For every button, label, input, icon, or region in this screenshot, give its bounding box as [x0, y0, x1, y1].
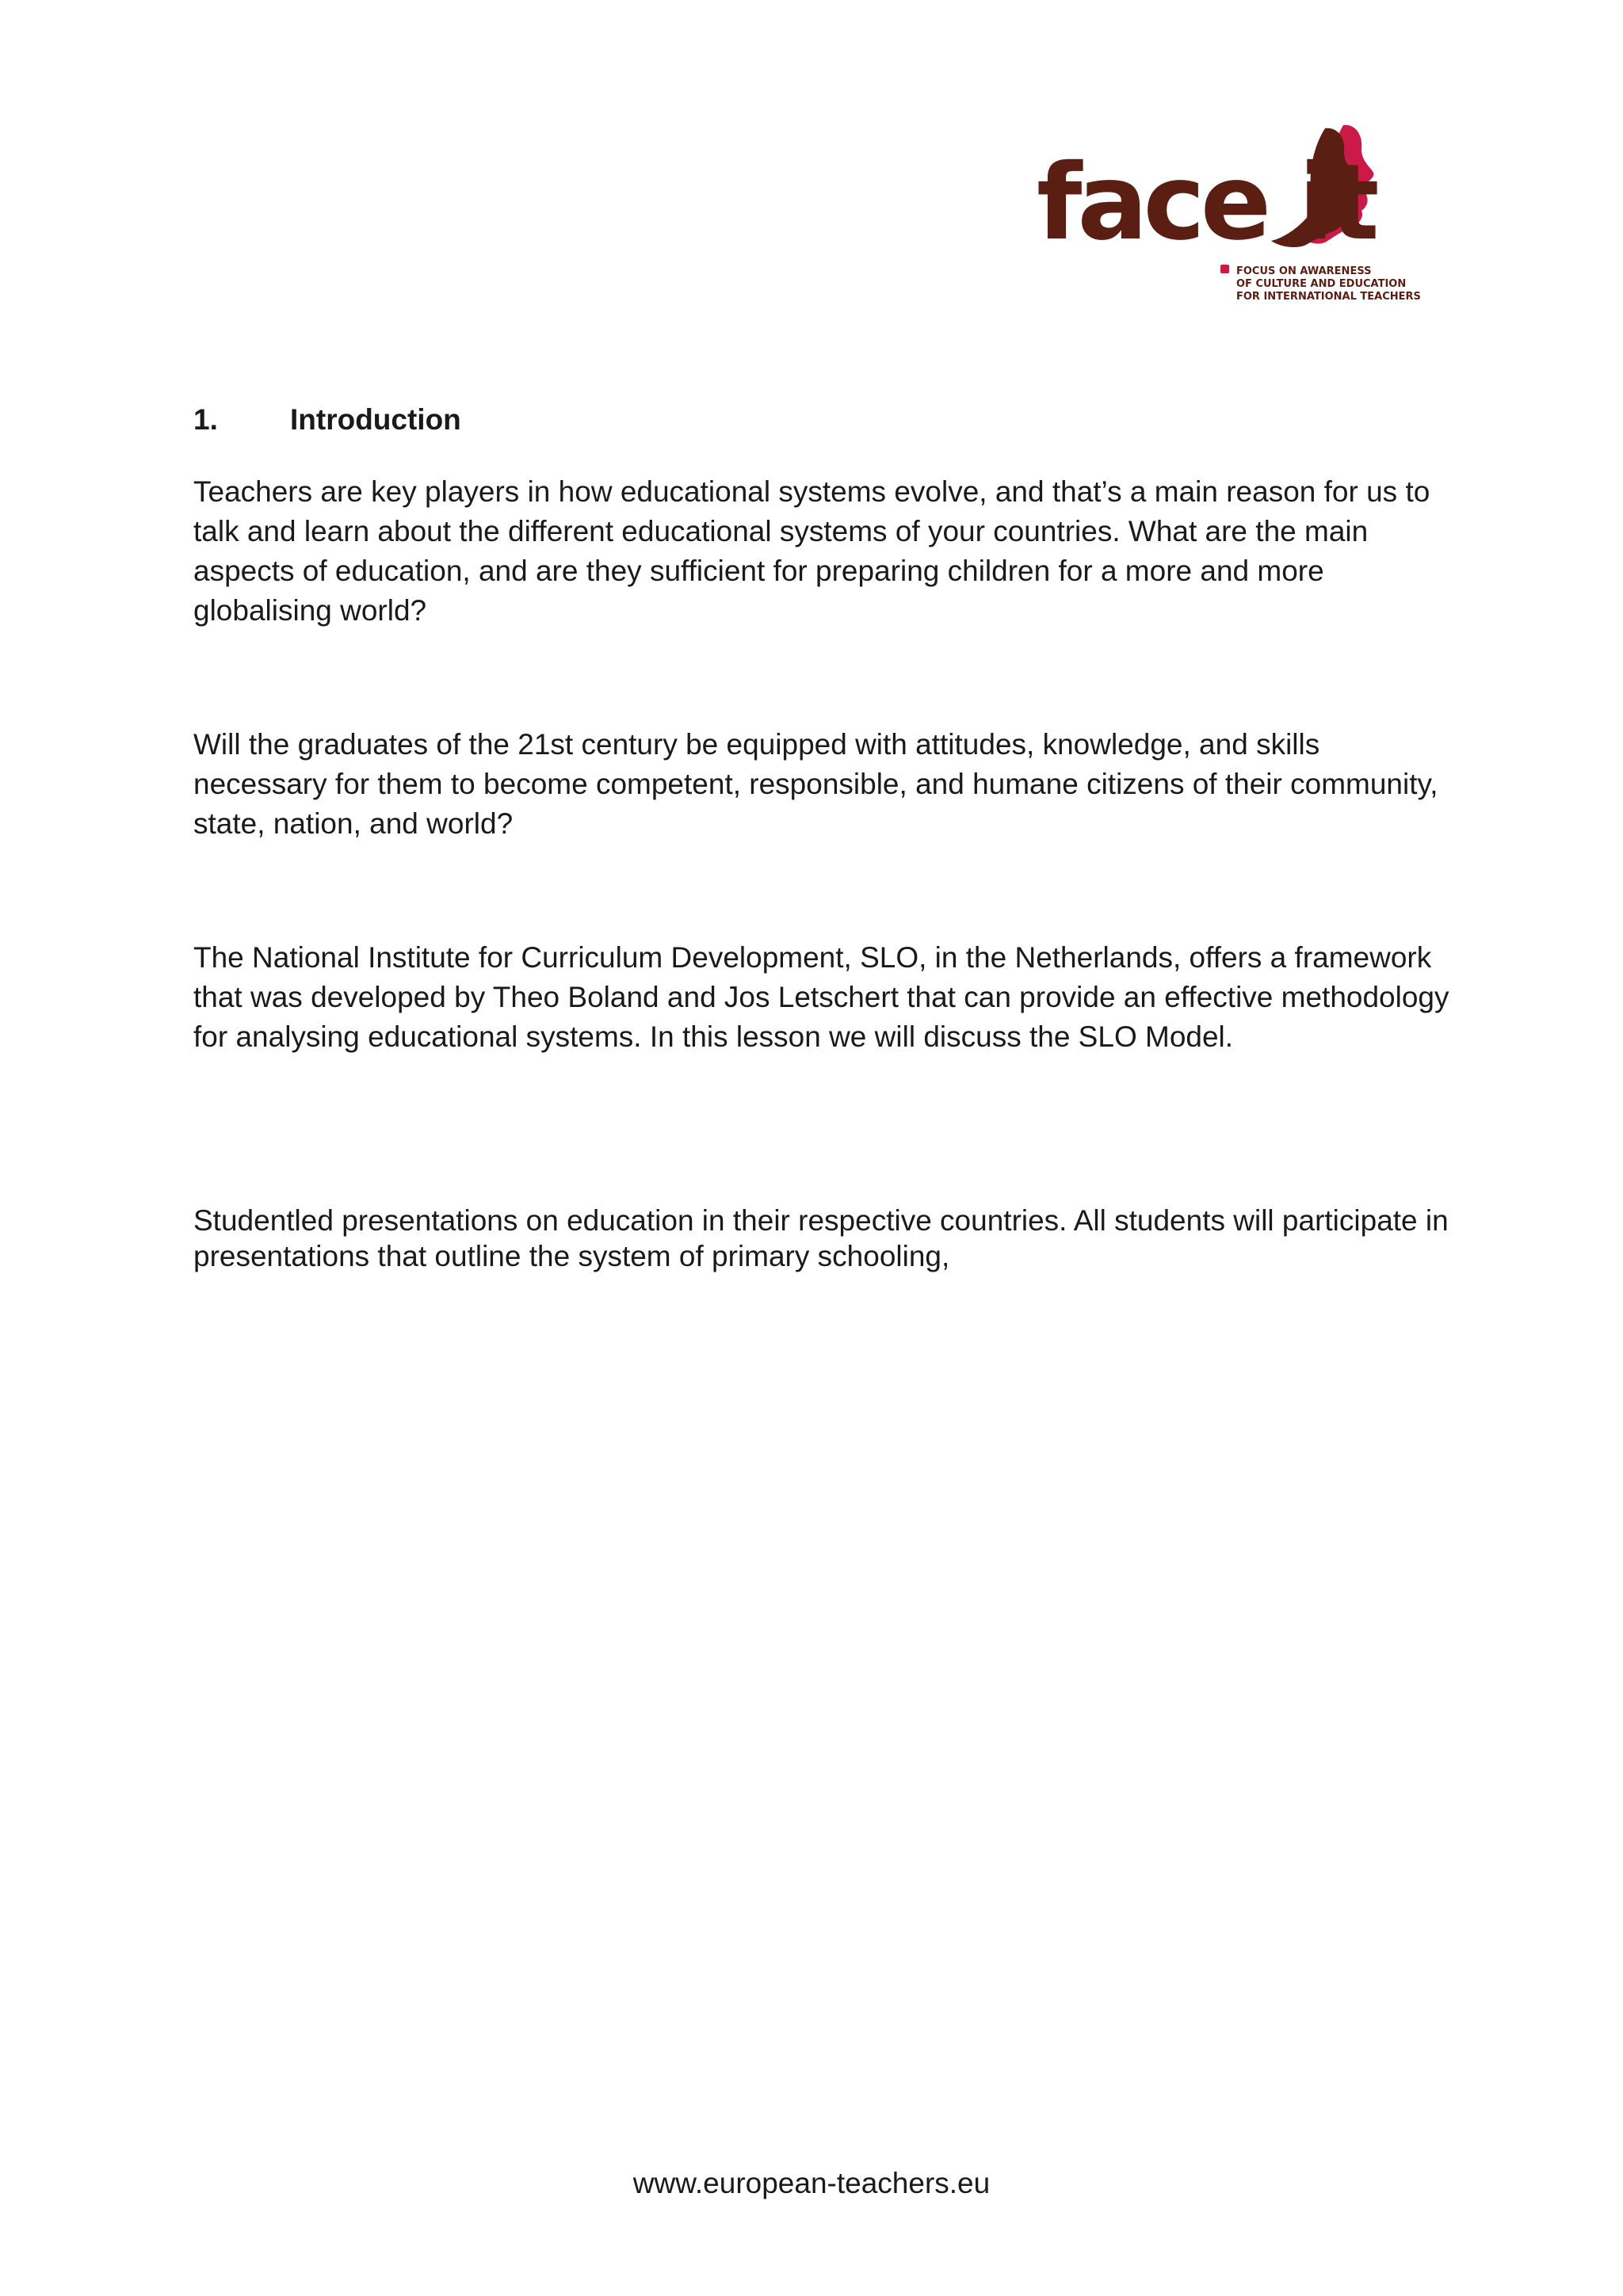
face-it-logo — [1030, 119, 1421, 309]
paragraph: Studentled presentations on education in their respective countries. All students will participate in presentations that outline the system of primary schooling, — [193, 1204, 1449, 1272]
paragraph: Will the graduates of the 21st century be equipped with attitudes, knowledge, and skills necessary for them to become competent, responsible, and humane citizens of their community, state, nation, and world? — [193, 728, 1438, 840]
paragraph: The National Institute for Curriculum Development, SLO, in the Netherlands, offers a framework that was developed by Theo Boland and Jos Letschert that can provide an effective methodology for analysing educational systems. In this lesson we will discuss the SLO Model. — [193, 941, 1449, 1053]
section-number: 1. — [193, 403, 218, 436]
logo-tagline-line: FOCUS ON AWARENESS — [1236, 265, 1372, 277]
footer-url: www.european-teachers.eu — [632, 2167, 991, 2199]
logo-tagline-line: OF CULTURE AND EDUCATION — [1236, 278, 1407, 290]
logo-tagline-line: FOR INTERNATIONAL TEACHERS — [1236, 291, 1421, 303]
logo-tagline — [1236, 265, 1421, 303]
logo-wordmark: face it — [1037, 142, 1375, 264]
section-title: Introduction — [290, 403, 461, 436]
section-heading — [193, 401, 461, 439]
logo-bullet-icon — [1220, 265, 1229, 273]
paragraph: Teachers are key players in how educational systems evolve, and that’s a main reason for us to talk and learn about the different educational systems of your countries. What are the main aspects of education, and are they sufficient for preparing children for a more and more globalising world? — [193, 475, 1430, 627]
